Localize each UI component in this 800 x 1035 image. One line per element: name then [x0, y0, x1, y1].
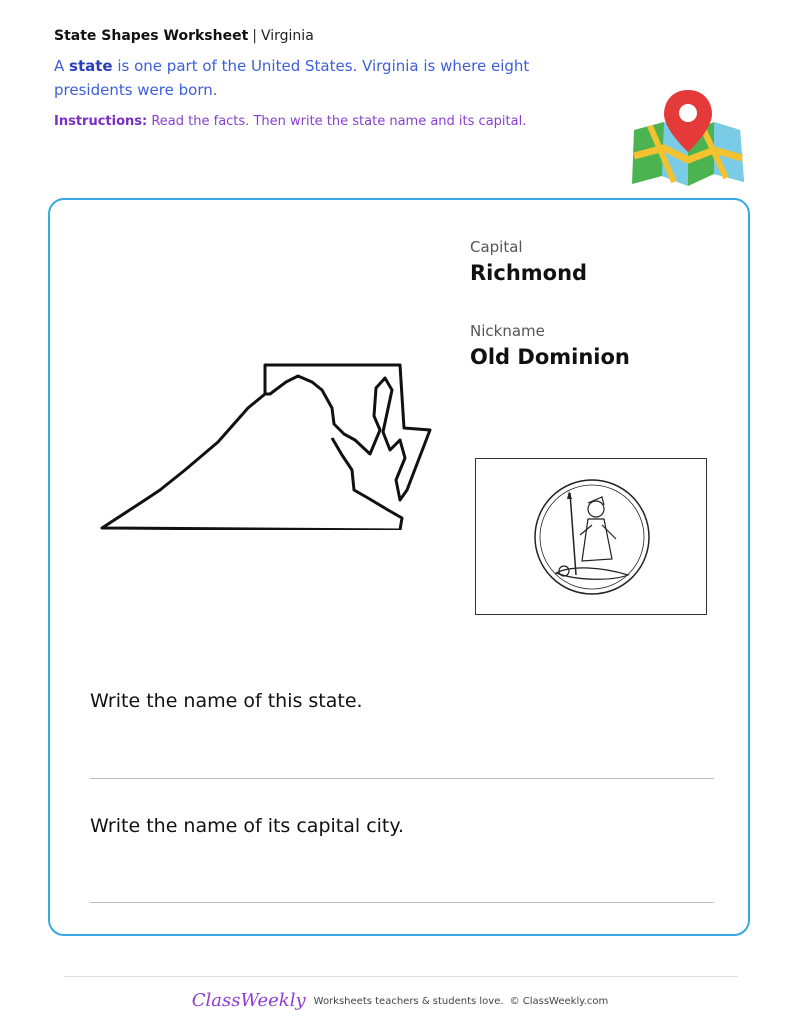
question-capital: Write the name of its capital city. [90, 815, 404, 837]
state-flag [475, 458, 707, 615]
instructions-text: Read the facts. Then write the state name and its capital. [147, 114, 527, 129]
intro-keyword: state [69, 57, 113, 75]
brand-logo: ClassWeekly [191, 990, 306, 1011]
footer-tagline: Worksheets teachers & students love. [313, 996, 504, 1007]
footer-divider [64, 976, 738, 977]
footer-copyright: © ClassWeekly.com [509, 996, 609, 1007]
question-state-name: Write the name of this state. [90, 690, 363, 712]
intro-prefix: A [54, 57, 70, 75]
nickname-value: Old Dominion [470, 345, 630, 369]
instructions [54, 112, 614, 132]
capital-label: Capital [470, 238, 523, 256]
map-pin-icon [628, 86, 746, 192]
title-separator: | [252, 28, 257, 44]
footer [0, 990, 800, 1011]
worksheet-header [54, 26, 614, 132]
intro-rest: is one part of the United States. Virginia is where eight presidents were born. [54, 57, 530, 99]
worksheet-title [54, 26, 614, 46]
capital-value: Richmond [470, 261, 588, 285]
worksheet-card [48, 198, 750, 936]
virginia-outline-icon [100, 360, 440, 530]
nickname-label: Nickname [470, 322, 545, 340]
virginia-seal-icon [532, 477, 652, 597]
intro-text [54, 54, 534, 102]
state-facts [470, 236, 730, 404]
answer-line-state[interactable] [90, 778, 714, 779]
title-state-name: Virginia [260, 28, 314, 44]
answer-line-capital[interactable] [90, 902, 714, 903]
instructions-label: Instructions: [54, 114, 148, 129]
title-text: State Shapes Worksheet [54, 28, 249, 44]
